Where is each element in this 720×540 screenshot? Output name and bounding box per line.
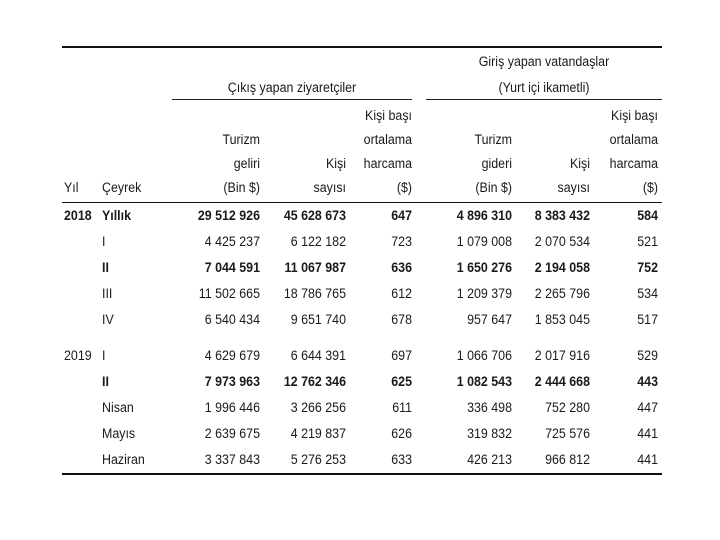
tourism-income-cell: 7 044 591 (204, 260, 260, 275)
tourism-expense-cell: 336 498 (467, 400, 512, 415)
tourism-income-cell: 11 502 665 (198, 286, 260, 301)
col-header-tourism-income-1: Turizm (222, 132, 260, 147)
table-top-rule (62, 46, 662, 48)
period-cell: IV (102, 312, 114, 327)
col-header-out-avg-2: ortalama (363, 132, 412, 147)
col-header-tourism-expense-3: (Bin $) (475, 180, 512, 195)
out-avg-cell: 611 (392, 400, 412, 415)
tourism-income-cell: 29 512 926 (197, 208, 260, 223)
tourism-expense-cell: 1 066 706 (456, 348, 512, 363)
tourism-expense-cell: 1 079 008 (456, 234, 512, 249)
group-header-outgoing: Çıkış yapan ziyaretçiler (227, 80, 357, 95)
out-count-cell: 11 067 987 (284, 260, 346, 275)
out-count-cell: 45 628 673 (283, 208, 346, 223)
period-cell: Mayıs (102, 426, 136, 441)
col-header-tourism-income-3: (Bin $) (223, 180, 260, 195)
period-cell: II (102, 260, 109, 275)
out-avg-cell: 636 (391, 260, 412, 275)
col-header-out-avg-4: ($) (396, 180, 412, 195)
period-cell: Haziran (102, 452, 145, 467)
in-count-cell: 1 853 045 (534, 312, 590, 327)
in-avg-cell: 517 (637, 312, 658, 327)
in-avg-cell: 521 (637, 234, 658, 249)
col-header-tourism-expense-1: Turizm (474, 132, 512, 147)
in-count-cell: 8 383 432 (534, 208, 590, 223)
period-cell: III (102, 286, 113, 301)
in-count-cell: 2 444 668 (534, 374, 590, 389)
tourism-income-cell: 2 639 675 (204, 426, 260, 441)
col-header-in-avg-2: ortalama (609, 132, 658, 147)
out-count-cell: 12 762 346 (283, 374, 346, 389)
period-cell: Yıllık (102, 208, 131, 223)
col-header-year: Yıl (64, 180, 79, 195)
out-avg-cell: 697 (391, 348, 412, 363)
tourism-income-cell: 7 973 963 (204, 374, 260, 389)
tourism-expense-cell: 319 832 (467, 426, 512, 441)
in-count-cell: 2 017 916 (534, 348, 590, 363)
tourism-income-cell: 4 629 679 (204, 348, 260, 363)
col-header-in-avg-1: Kişi başı (611, 108, 658, 123)
col-header-out-avg-3: harcama (363, 156, 412, 171)
out-avg-cell: 612 (391, 286, 412, 301)
period-cell: Nisan (102, 400, 134, 415)
tourism-income-cell: 4 425 237 (204, 234, 260, 249)
tourism-statistics-table (62, 46, 662, 476)
out-avg-cell: 723 (391, 234, 412, 249)
in-avg-cell: 529 (637, 348, 658, 363)
group-header-citizens-line1: Giriş yapan vatandaşlar (478, 54, 610, 69)
in-avg-cell: 441 (637, 426, 658, 441)
out-avg-cell: 633 (391, 452, 412, 467)
group-underline-outgoing (172, 99, 412, 100)
in-count-cell: 752 280 (545, 400, 590, 415)
out-count-cell: 6 644 391 (290, 348, 346, 363)
in-count-cell: 2 070 534 (534, 234, 590, 249)
out-avg-cell: 647 (391, 208, 412, 223)
in-count-cell: 2 265 796 (534, 286, 590, 301)
tourism-income-cell: 3 337 843 (204, 452, 260, 467)
tourism-expense-cell: 1 650 276 (456, 260, 512, 275)
tourism-income-cell: 1 996 446 (204, 400, 260, 415)
in-count-cell: 966 812 (545, 452, 590, 467)
out-count-cell: 4 219 837 (290, 426, 346, 441)
col-header-in-count-2: sayısı (557, 180, 590, 195)
tourism-expense-cell: 4 896 310 (456, 208, 512, 223)
tourism-expense-cell: 1 082 543 (456, 374, 512, 389)
tourism-expense-cell: 426 213 (467, 452, 512, 467)
out-count-cell: 9 651 740 (290, 312, 346, 327)
out-count-cell: 6 122 182 (290, 234, 346, 249)
year-cell: 2018 (64, 208, 92, 223)
in-avg-cell: 447 (637, 400, 658, 415)
group-underline-citizens (426, 99, 662, 100)
out-avg-cell: 678 (391, 312, 412, 327)
out-count-cell: 18 786 765 (283, 286, 346, 301)
out-avg-cell: 626 (391, 426, 412, 441)
header-bottom-rule (62, 202, 662, 203)
out-avg-cell: 625 (391, 374, 412, 389)
col-header-out-count-2: sayısı (313, 180, 346, 195)
col-header-in-count-1: Kişi (569, 156, 590, 171)
col-header-out-avg-1: Kişi başı (365, 108, 412, 123)
in-avg-cell: 443 (637, 374, 658, 389)
in-avg-cell: 534 (637, 286, 658, 301)
table-bottom-rule (62, 473, 662, 475)
col-header-out-count-1: Kişi (325, 156, 346, 171)
out-count-cell: 3 266 256 (290, 400, 346, 415)
tourism-income-cell: 6 540 434 (204, 312, 260, 327)
col-header-in-avg-3: harcama (609, 156, 658, 171)
group-header-citizens-line2: (Yurt içi ikametli) (498, 80, 590, 95)
in-count-cell: 2 194 058 (534, 260, 590, 275)
tourism-expense-cell: 957 647 (467, 312, 512, 327)
in-avg-cell: 752 (637, 260, 658, 275)
in-avg-cell: 584 (637, 208, 658, 223)
out-count-cell: 5 276 253 (290, 452, 346, 467)
col-header-in-avg-4: ($) (642, 180, 658, 195)
year-cell: 2019 (64, 348, 92, 363)
in-avg-cell: 441 (637, 452, 658, 467)
tourism-expense-cell: 1 209 379 (456, 286, 512, 301)
period-cell: I (102, 234, 106, 249)
period-cell: I (102, 348, 106, 363)
col-header-tourism-expense-2: gideri (481, 156, 512, 171)
col-header-tourism-income-2: geliri (233, 156, 260, 171)
period-cell: II (102, 374, 109, 389)
in-count-cell: 725 576 (545, 426, 590, 441)
col-header-quarter: Çeyrek (102, 180, 142, 195)
